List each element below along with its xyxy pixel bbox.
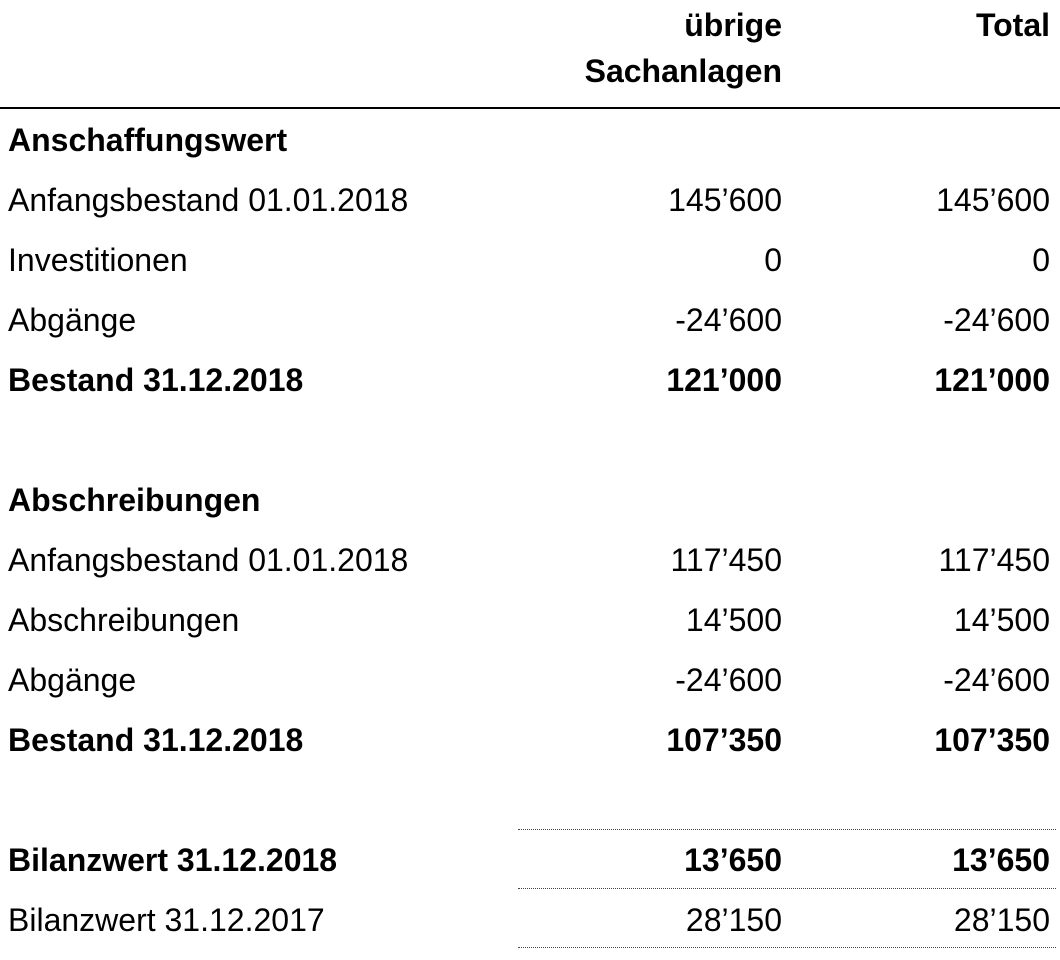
row-label: Abschreibungen: [8, 482, 261, 518]
row-label: Anfangsbestand 01.01.2018: [8, 182, 409, 218]
row-label: Abgänge: [8, 662, 137, 698]
row-label: Bestand 31.12.2018: [8, 362, 304, 398]
table-row: [0, 170, 1060, 230]
value-total: 121’000: [934, 362, 1050, 398]
value-uebrige-sachanlagen: 107’350: [666, 722, 782, 758]
row-label: Bestand 31.12.2018: [8, 722, 304, 758]
value-uebrige-sachanlagen: -24’600: [675, 302, 782, 338]
value-uebrige-sachanlagen: 14’500: [685, 602, 782, 638]
dotted-divider: [518, 888, 1056, 889]
value-total: 14’500: [953, 602, 1050, 638]
row-label: Investitionen: [8, 242, 188, 278]
table-row: [0, 110, 1060, 170]
row-label: Abgänge: [8, 302, 137, 338]
column-header-line2: Sachanlagen: [584, 53, 782, 89]
row-label: Bilanzwert 31.12.2018: [8, 842, 338, 878]
value-total: 107’350: [934, 722, 1050, 758]
column-header-total: Total: [975, 7, 1050, 43]
value-uebrige-sachanlagen: -24’600: [675, 662, 782, 698]
column-header-uebrige-sachanlagen: [482, 2, 782, 94]
row-label: Bilanzwert 31.12.2017: [8, 902, 325, 938]
dotted-divider: [518, 947, 1056, 948]
value-total: -24’600: [943, 662, 1050, 698]
value-total: 28’150: [953, 902, 1050, 938]
table-row: [0, 710, 1060, 770]
header-rule: [0, 107, 1060, 109]
table-row: [0, 350, 1060, 410]
value-total: 0: [1032, 242, 1050, 278]
value-total: 117’450: [938, 542, 1050, 578]
value-uebrige-sachanlagen: 145’600: [668, 182, 782, 218]
value-uebrige-sachanlagen: 28’150: [685, 902, 782, 938]
row-label: Anfangsbestand 01.01.2018: [8, 542, 409, 578]
table-row: [0, 650, 1060, 710]
value-uebrige-sachanlagen: 13’650: [684, 842, 782, 878]
row-label: Anschaffungswert: [8, 122, 288, 158]
value-uebrige-sachanlagen: 117’450: [670, 542, 782, 578]
column-header-line1: übrige: [684, 7, 782, 43]
row-label: Abschreibungen: [8, 602, 240, 638]
table-row: [0, 890, 1060, 950]
value-total: -24’600: [943, 302, 1050, 338]
table-row: [0, 830, 1060, 890]
value-uebrige-sachanlagen: 0: [764, 242, 782, 278]
table-row: [0, 470, 1060, 530]
table-row: [0, 290, 1060, 350]
dotted-divider: [518, 829, 1056, 830]
table-row: [0, 230, 1060, 290]
value-uebrige-sachanlagen: 121’000: [666, 362, 782, 398]
value-total: 145’600: [936, 182, 1050, 218]
table-row: [0, 590, 1060, 650]
value-total: 13’650: [952, 842, 1050, 878]
table-row: [0, 530, 1060, 590]
